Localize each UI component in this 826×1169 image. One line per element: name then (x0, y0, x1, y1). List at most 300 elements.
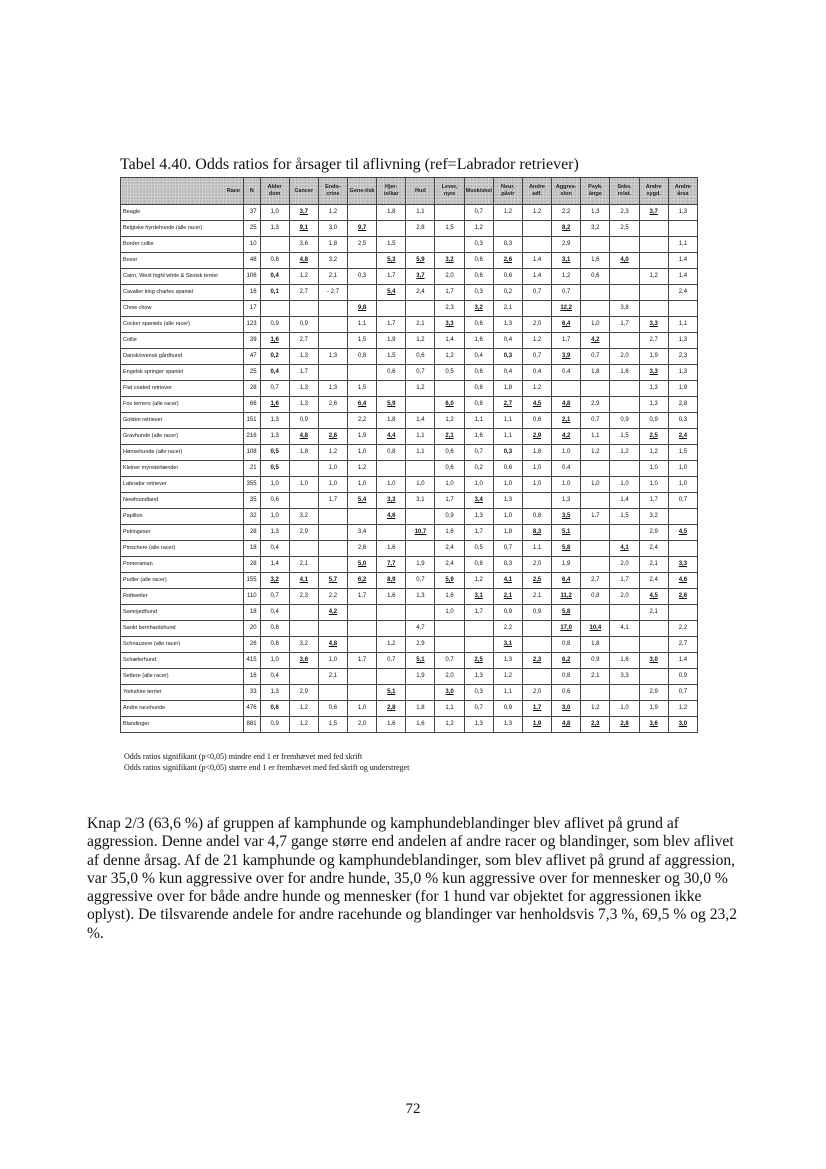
table-body (121, 205, 698, 733)
odds-ratio-cell (318, 333, 347, 349)
odds-ratio-cell: 1,3 (318, 381, 347, 397)
odds-ratio-cell: 1,4 (610, 493, 639, 509)
table-row (121, 493, 698, 509)
odds-ratio-cell: 3,1 (406, 493, 435, 509)
odds-ratio-cell: 0,8 (348, 349, 377, 365)
odds-ratio-cell: 2,1 (522, 589, 551, 605)
odds-ratio-cell (552, 253, 581, 269)
odds-ratio-cell (406, 461, 435, 477)
odds-ratio-cell: 0,9 (493, 605, 522, 621)
count-cell: 355 (243, 477, 260, 493)
odds-ratio-cell (289, 205, 318, 221)
table-row (121, 365, 698, 381)
odds-ratio-cell (552, 429, 581, 445)
odds-ratio-cell: 2,2 (318, 589, 347, 605)
odds-ratio-cell: 2,1 (493, 301, 522, 317)
breed-cell: Pomeranian (121, 557, 244, 573)
odds-ratio-cell (318, 573, 347, 589)
odds-ratio-cell: 0,9 (289, 413, 318, 429)
column-header: Neur. påvir (493, 178, 522, 205)
table-row (121, 573, 698, 589)
odds-ratio-cell (522, 221, 551, 237)
odds-ratio-cell: 0,6 (522, 413, 551, 429)
significant-high-value: 6,2 (357, 577, 367, 583)
significant-high-value: 2,6 (328, 433, 338, 439)
odds-ratio-cell (289, 573, 318, 589)
odds-ratio-cell (318, 557, 347, 573)
odds-ratio-cell (348, 685, 377, 701)
breed-cell: Cairn, West highl white & Skotsk terrier (121, 269, 244, 285)
significant-high-value: 3,0 (562, 705, 571, 711)
odds-ratio-cell: 2,4 (668, 285, 697, 301)
table-row (121, 237, 698, 253)
odds-ratio-cell: 1,7 (377, 317, 406, 333)
significant-high-value: 5,4 (387, 289, 396, 295)
odds-ratio-cell (610, 717, 639, 733)
odds-ratio-cell: 3,8 (610, 301, 639, 317)
odds-ratio-cell (639, 221, 668, 237)
count-cell: 106 (243, 269, 260, 285)
odds-ratio-cell: 2,9 (639, 685, 668, 701)
odds-ratio-cell: 1,3 (668, 365, 697, 381)
table-row (121, 221, 698, 237)
odds-ratio-cell: 1,3 (493, 317, 522, 333)
significant-high-value: 17,0 (560, 625, 573, 631)
count-cell: 20 (243, 621, 260, 637)
breed-cell: Cocker spaniels (alle racer) (121, 317, 244, 333)
odds-ratio-cell: 0,8 (464, 557, 493, 573)
odds-ratio-cell: 2,4 (639, 573, 668, 589)
odds-ratio-cell: 1,0 (552, 477, 581, 493)
significant-high-value: 5,0 (357, 561, 367, 567)
odds-ratio-cell (552, 221, 581, 237)
odds-ratio-cell (348, 253, 377, 269)
breed-cell: Beagle (121, 205, 244, 221)
odds-ratio-cell: 2,0 (522, 317, 551, 333)
odds-ratio-cell: 2,3 (668, 349, 697, 365)
count-cell: 151 (243, 413, 260, 429)
breed-cell: Schæferhund (121, 653, 244, 669)
odds-ratio-cell: 0,8 (464, 381, 493, 397)
breed-cell: Rottweiler (121, 589, 244, 605)
odds-ratio-cell: 1,3 (260, 685, 289, 701)
odds-ratio-cell (260, 573, 289, 589)
odds-ratio-cell: 1,1 (348, 317, 377, 333)
significant-high-value: 3,2 (474, 305, 483, 311)
odds-ratio-cell: 1,7 (377, 269, 406, 285)
odds-ratio-cell: 1,7 (552, 333, 581, 349)
count-cell: 25 (243, 221, 260, 237)
count-cell: 10 (243, 237, 260, 253)
table-row (121, 509, 698, 525)
odds-ratio-cell (435, 621, 464, 637)
odds-ratio-cell (406, 269, 435, 285)
breed-cell: Samojedhund (121, 605, 244, 621)
odds-ratio-cell (639, 205, 668, 221)
odds-ratio-cell: 2,2 (552, 205, 581, 221)
odds-ratio-cell: 0,3 (493, 237, 522, 253)
odds-ratio-cell: 1,3 (464, 669, 493, 685)
odds-ratio-cell: 1,2 (552, 269, 581, 285)
odds-ratio-cell: 1,8 (377, 413, 406, 429)
table-row (121, 525, 698, 541)
odds-ratio-cell (260, 333, 289, 349)
odds-ratio-cell: 1,9 (668, 381, 697, 397)
significant-high-value: 4,5 (532, 401, 542, 407)
odds-ratio-cell (289, 493, 318, 509)
significant-high-value: 12,2 (560, 305, 573, 311)
odds-ratio-cell: 0,4 (552, 365, 581, 381)
odds-ratio-cell (493, 637, 522, 653)
odds-ratio-cell (639, 317, 668, 333)
odds-ratio-cell: 1,3 (493, 493, 522, 509)
table-row (121, 445, 698, 461)
odds-ratio-cell (318, 509, 347, 525)
odds-ratio-cell: 0,4 (493, 365, 522, 381)
odds-ratio-cell: 1,8 (522, 445, 551, 461)
odds-ratio-cell: 1,9 (639, 701, 668, 717)
odds-ratio-cell (318, 525, 347, 541)
odds-ratio-cell (639, 253, 668, 269)
odds-ratio-cell (289, 253, 318, 269)
odds-ratio-cell (610, 333, 639, 349)
odds-ratio-cell: 1,3 (260, 525, 289, 541)
odds-ratio-cell (318, 621, 347, 637)
significant-high-value: 10,4 (589, 625, 602, 631)
odds-ratio-cell: 2,1 (318, 669, 347, 685)
odds-ratio-cell (522, 653, 551, 669)
table-row (121, 605, 698, 621)
odds-ratio-cell: 2,7 (289, 285, 318, 301)
significant-high-value: 1,7 (532, 705, 542, 711)
odds-ratio-cell: 1,2 (610, 445, 639, 461)
odds-ratio-cell: 1,1 (493, 429, 522, 445)
odds-ratio-cell: 0,6 (377, 365, 406, 381)
odds-ratio-cell: 1,8 (493, 381, 522, 397)
odds-ratio-cell (406, 301, 435, 317)
odds-ratio-cell (668, 557, 697, 573)
odds-ratio-cell: 1,4 (260, 557, 289, 573)
odds-ratio-cell (522, 397, 551, 413)
odds-ratio-cell (348, 669, 377, 685)
significant-high-value: 2,9 (532, 433, 542, 439)
odds-ratio-cell: 0,7 (464, 701, 493, 717)
count-cell: 18 (243, 605, 260, 621)
significant-high-value: 2,3 (591, 721, 600, 727)
odds-ratio-cell: 2,2 (493, 621, 522, 637)
odds-ratio-cell (581, 301, 610, 317)
odds-ratio-cell: 1,1 (406, 445, 435, 461)
odds-ratio-cell (289, 541, 318, 557)
odds-ratio-cell (552, 301, 581, 317)
significant-high-value: 3,4 (474, 497, 483, 503)
odds-ratio-cell: 3,2 (318, 253, 347, 269)
significant-high-value: 3,7 (416, 273, 425, 279)
significant-high-value: 2,3 (532, 657, 542, 663)
odds-ratio-cell: 1,0 (260, 477, 289, 493)
odds-ratio-cell (522, 621, 551, 637)
odds-ratio-cell: 0,4 (552, 461, 581, 477)
odds-ratio-cell: 0,8 (377, 445, 406, 461)
column-header: Alder dom (260, 178, 289, 205)
odds-ratio-cell (522, 301, 551, 317)
odds-ratio-cell: 1,0 (493, 509, 522, 525)
odds-ratio-cell (260, 445, 289, 461)
significant-high-value: 2,6 (503, 257, 513, 263)
odds-ratio-cell (581, 493, 610, 509)
odds-ratio-cell (668, 301, 697, 317)
odds-ratio-cell (435, 205, 464, 221)
odds-ratio-cell: 0,3 (493, 557, 522, 573)
odds-ratio-cell (377, 493, 406, 509)
odds-ratio-cell: 1,4 (522, 253, 551, 269)
odds-ratio-cell: 2,1 (581, 669, 610, 685)
count-cell: 123 (243, 317, 260, 333)
odds-ratio-cell: 1,0 (668, 477, 697, 493)
table-row (121, 621, 698, 637)
odds-ratio-cell: 0,7 (464, 445, 493, 461)
odds-ratio-cell (318, 413, 347, 429)
significant-high-value: 5,3 (387, 257, 396, 263)
odds-ratio-cell (289, 461, 318, 477)
significant-high-value: 4,8 (328, 641, 338, 647)
odds-ratio-cell (610, 285, 639, 301)
odds-ratio-cell: 0,6 (435, 461, 464, 477)
odds-ratio-cell (522, 525, 551, 541)
odds-ratio-cell (406, 509, 435, 525)
odds-ratio-cell: 1,5 (610, 429, 639, 445)
odds-ratio-cell: 1,4 (668, 269, 697, 285)
count-cell: 47 (243, 349, 260, 365)
breed-cell: Dansk/svensk gårdhund (121, 349, 244, 365)
odds-ratio-cell (318, 301, 347, 317)
column-header: Endo-crine (318, 178, 347, 205)
odds-ratio-cell (522, 701, 551, 717)
odds-ratio-cell (348, 637, 377, 653)
odds-ratio-cell: 0,8 (260, 621, 289, 637)
odds-ratio-cell: 2,0 (610, 557, 639, 573)
breed-cell: Blandinger (121, 717, 244, 733)
odds-ratio-cell: 2,2 (668, 621, 697, 637)
odds-ratio-cell (435, 685, 464, 701)
odds-ratio-cell (406, 237, 435, 253)
odds-ratio-cell: 1,3 (668, 205, 697, 221)
odds-ratio-cell: 1,2 (435, 413, 464, 429)
odds-ratio-cell: 3,4 (348, 525, 377, 541)
breed-cell: Golden retriever (121, 413, 244, 429)
odds-ratio-cell: 1,0 (318, 477, 347, 493)
odds-ratio-cell: 1,6 (435, 525, 464, 541)
odds-ratio-cell (552, 621, 581, 637)
odds-ratio-cell: 1,2 (522, 381, 551, 397)
count-cell: 32 (243, 509, 260, 525)
odds-ratio-cell (522, 573, 551, 589)
significant-high-value: 3,6 (299, 657, 308, 663)
odds-ratio-cell: 1,3 (289, 381, 318, 397)
breed-cell: Pudler (alle racer) (121, 573, 244, 589)
odds-ratio-cell: 0,9 (289, 317, 318, 333)
odds-ratio-cell (377, 253, 406, 269)
odds-ratio-cell: 1,2 (581, 445, 610, 461)
table-row (121, 333, 698, 349)
odds-ratio-cell: 2,7 (289, 333, 318, 349)
count-cell: 35 (243, 493, 260, 509)
odds-ratio-cell: 1,0 (668, 461, 697, 477)
odds-ratio-cell: 1,7 (348, 589, 377, 605)
odds-ratio-cell (435, 317, 464, 333)
odds-ratio-cell (610, 237, 639, 253)
odds-ratio-cell: 1,5 (348, 381, 377, 397)
odds-ratio-cell: 3,2 (289, 509, 318, 525)
odds-ratio-cell: 0,4 (464, 349, 493, 365)
odds-ratio-cell: 1,2 (289, 717, 318, 733)
odds-ratio-cell (260, 397, 289, 413)
significant-high-value: 6,2 (562, 657, 571, 663)
odds-ratio-cell (377, 621, 406, 637)
odds-ratio-cell: 2,1 (318, 269, 347, 285)
column-header: Gene-tisk (348, 178, 377, 205)
table-row (121, 461, 698, 477)
significant-low-value: 0,5 (270, 449, 279, 455)
odds-ratio-cell (552, 541, 581, 557)
odds-ratio-cell: 0,7 (406, 365, 435, 381)
odds-ratio-cell: 1,2 (348, 461, 377, 477)
odds-ratio-cell: 2,0 (522, 685, 551, 701)
table-row (121, 717, 698, 733)
odds-ratio-cell: 0,9 (610, 413, 639, 429)
odds-ratio-cell: 1,8 (581, 637, 610, 653)
odds-ratio-cell (552, 701, 581, 717)
significant-high-value: 5,8 (562, 609, 571, 615)
odds-ratio-cell: 1,1 (493, 413, 522, 429)
significant-high-value: 2,8 (620, 721, 629, 727)
odds-ratio-cell: 0,9 (435, 509, 464, 525)
odds-ratio-cell: 0,7 (581, 413, 610, 429)
odds-ratio-cell: 3,2 (289, 637, 318, 653)
odds-ratio-cell: 2,6 (318, 397, 347, 413)
table-row (121, 397, 698, 413)
significant-low-value: 0,6 (270, 705, 279, 711)
significant-high-value: 5,9 (416, 257, 425, 263)
odds-ratio-cell: 1,2 (639, 269, 668, 285)
odds-ratio-cell: 1,5 (610, 509, 639, 525)
odds-ratio-cell (348, 621, 377, 637)
odds-ratio-cell (639, 301, 668, 317)
table-row (121, 317, 698, 333)
count-cell: 25 (243, 365, 260, 381)
odds-ratio-cell (260, 237, 289, 253)
odds-ratio-cell (377, 461, 406, 477)
odds-ratio-cell: 0,7 (260, 381, 289, 397)
odds-ratio-cell: 1,0 (318, 461, 347, 477)
odds-ratio-cell: 0,7 (522, 349, 551, 365)
significant-low-value: 0,4 (270, 369, 279, 375)
odds-ratio-cell: 0,9 (522, 605, 551, 621)
odds-ratio-cell (552, 381, 581, 397)
odds-ratio-cell (639, 365, 668, 381)
odds-ratio-cell (464, 637, 493, 653)
odds-ratio-cell: 2,7 (639, 333, 668, 349)
significant-high-value: 5,8 (562, 545, 571, 551)
odds-ratio-cell (377, 525, 406, 541)
odds-ratio-cell (318, 541, 347, 557)
odds-ratio-cell (406, 253, 435, 269)
odds-ratio-cell (552, 525, 581, 541)
odds-ratio-cell: 1,7 (639, 493, 668, 509)
odds-ratio-cell (377, 509, 406, 525)
column-header: Hud (406, 178, 435, 205)
odds-ratio-cell: 1,4 (435, 333, 464, 349)
odds-ratio-cell: 2,4 (435, 541, 464, 557)
significant-high-value: 3,2 (445, 257, 454, 263)
count-cell: 16 (243, 669, 260, 685)
odds-ratio-cell: 0,7 (552, 285, 581, 301)
count-cell: 881 (243, 717, 260, 733)
significant-low-value: 0,1 (270, 289, 279, 295)
odds-ratio-cell: 1,0 (435, 605, 464, 621)
odds-ratio-cell (377, 669, 406, 685)
significant-high-value: 4,8 (562, 401, 571, 407)
odds-ratio-cell: 2,3 (610, 205, 639, 221)
odds-ratio-cell: 2,4 (639, 541, 668, 557)
odds-ratio-cell: 1,3 (493, 653, 522, 669)
odds-ratio-cell: 2,0 (522, 557, 551, 573)
count-cell: 18 (243, 541, 260, 557)
odds-ratio-cell: 0,7 (668, 493, 697, 509)
odds-ratio-cell (610, 253, 639, 269)
odds-ratio-cell (348, 557, 377, 573)
significant-high-value: 3,7 (649, 209, 658, 215)
odds-ratio-cell (289, 221, 318, 237)
significant-high-value: 5,1 (562, 529, 571, 535)
significant-high-value: 9,7 (357, 225, 367, 231)
odds-ratio-cell (552, 589, 581, 605)
count-cell: 33 (243, 685, 260, 701)
odds-ratio-cell: 1,0 (435, 477, 464, 493)
significant-high-value: 4,8 (299, 433, 308, 439)
odds-ratio-cell (377, 301, 406, 317)
odds-ratio-cell: 0,6 (581, 269, 610, 285)
odds-ratio-cell: 1,1 (668, 237, 697, 253)
odds-ratio-cell: 0,8 (260, 253, 289, 269)
odds-ratio-cell: 1,3 (318, 349, 347, 365)
breed-cell: Labrador retriever (121, 477, 244, 493)
odds-ratio-cell: 0,8 (464, 397, 493, 413)
odds-ratio-cell: 1,3 (668, 333, 697, 349)
odds-ratio-cell: 4,7 (406, 621, 435, 637)
odds-ratio-cell (522, 669, 551, 685)
odds-ratio-cell (406, 605, 435, 621)
table-row (121, 429, 698, 445)
odds-ratio-cell: 1,5 (435, 221, 464, 237)
breed-cell: Yorkshire terrier (121, 685, 244, 701)
breed-cell: Pekingeser (121, 525, 244, 541)
odds-ratio-cell (260, 701, 289, 717)
significant-high-value: 4,2 (328, 609, 338, 615)
column-header: Lever, nyre (435, 178, 464, 205)
odds-ratio-cell (552, 317, 581, 333)
odds-ratio-cell: 1,2 (581, 701, 610, 717)
odds-ratio-cell: 1,6 (464, 333, 493, 349)
odds-ratio-cell (552, 573, 581, 589)
odds-ratio-cell (581, 381, 610, 397)
table-note: Odds ratios signifikant (p<0,05) mindre end 1 er fremhævet med fed skrift (124, 752, 363, 761)
odds-ratio-cell (581, 525, 610, 541)
odds-ratio-cell (522, 493, 551, 509)
odds-ratio-cell (522, 237, 551, 253)
odds-ratio-cell: 1,0 (260, 509, 289, 525)
odds-ratio-cell (552, 717, 581, 733)
